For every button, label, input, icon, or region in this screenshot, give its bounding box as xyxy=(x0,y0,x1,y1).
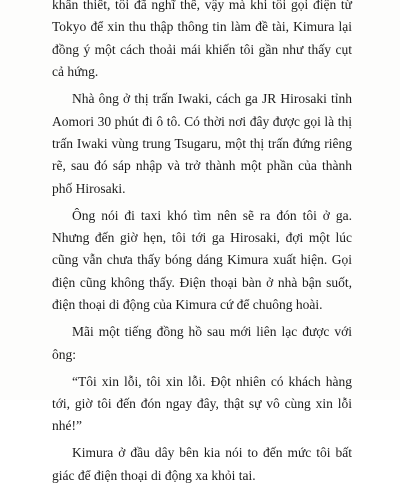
paragraph-4: Mãi một tiếng đồng hồ sau mới liên lạc được với ông: xyxy=(52,324,352,362)
paragraph-6: Kimura ở đầu dây bên kia nói to đến mức tôi bất giác để điện thoại di động xa khỏi tai. xyxy=(52,445,352,483)
paragraph-1: khẩn thiết, tôi đã nghĩ thế, vậy mà khi tôi gọi điện từ Tokyo để xin thu thập thông tin làm đề tài, Kimura lại đồng ý một cách thoải mái khiến tôi gần như thấy cụt cả hứng. xyxy=(52,0,352,80)
paragraph-3: Ông nói đi taxi khó tìm nên sẽ ra đón tôi ở ga. Nhưng đến giờ hẹn, tôi tới ga Hirosaki, đợi một lúc cũng vẫn chưa thấy bóng dáng Kimura xuất hiện. Gọi điện cũng không thấy. Điện thoại bàn ở nhà bận suốt, điện thoại di động của Kimura cứ để chuông hoài. xyxy=(52,207,352,313)
page-text xyxy=(52,0,352,492)
quote-paragraph: “Tôi xin lỗi, tôi xin lỗi. Đột nhiên có khách hàng tới, giờ tôi đến đón ngay đây, thật sự vô cùng xin lỗi nhé!” xyxy=(52,373,352,434)
paragraph-2: Nhà ông ở thị trấn Iwaki, cách ga JR Hirosaki tỉnh Aomori 30 phút đi ô tô. Có thời nơi đây được gọi là thị trấn Iwaki vùng trung Tsugaru, một thị trấn đứng riêng rẽ, sau đó sáp nhập và trở thành một phần của thành phố Hirosaki. xyxy=(52,91,352,196)
